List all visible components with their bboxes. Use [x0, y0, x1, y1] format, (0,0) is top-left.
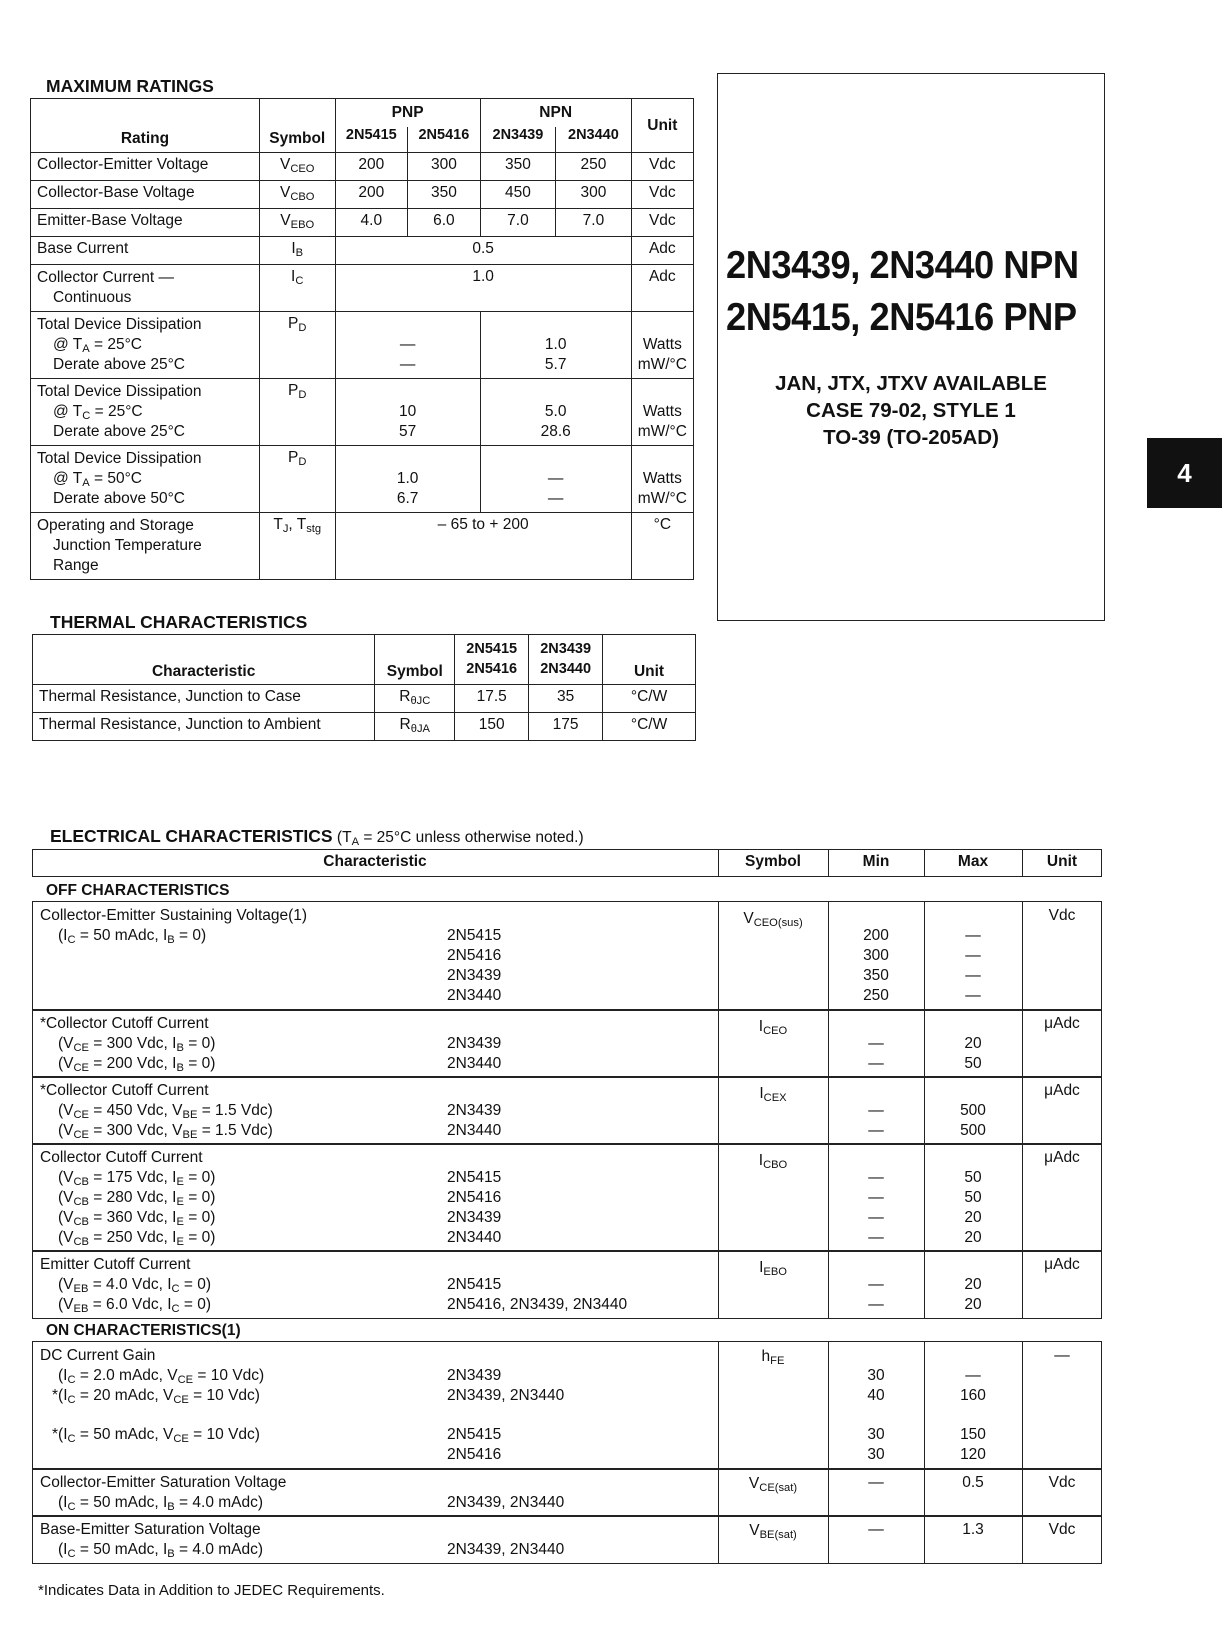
- row-vcbo: [31, 181, 694, 209]
- hdr-2n3440: 2N3440: [556, 127, 632, 153]
- value-pnp: 10 57: [335, 379, 480, 446]
- device-title-box: [717, 73, 1105, 621]
- max-value: 20: [964, 1035, 982, 1052]
- unit: Vdc: [631, 209, 693, 237]
- part-number: 2N3439: [447, 1035, 502, 1052]
- symbol: $P_D$: [259, 379, 335, 446]
- case-text: CASE 79-02, STYLE 1: [806, 399, 1016, 422]
- characteristic-name: Collector-Emitter Sustaining Voltage(1): [40, 907, 308, 924]
- off-characteristics-label: OFF CHARACTERISTICS: [46, 882, 230, 899]
- hdr-rating: Rating: [31, 99, 260, 153]
- row-rth-ja: [33, 713, 696, 741]
- symbol: $V_{CEO(sus)}$: [743, 910, 803, 929]
- value: 17.5: [455, 685, 529, 713]
- symbol: $R_{\theta JC}$: [375, 685, 455, 713]
- part-number: 2N5416, 2N3439, 2N3440: [447, 1296, 628, 1313]
- value: 350: [480, 153, 556, 181]
- max-value: 120: [960, 1446, 986, 1463]
- part-number: 2N3440: [447, 987, 502, 1004]
- max-value: —: [965, 987, 981, 1004]
- hdr-npn: NPN: [480, 99, 631, 127]
- value: 7.0: [556, 209, 632, 237]
- rating-label: Total Device Dissipation @ $T_A = 50^\circ C$ Derate above 50°C: [31, 446, 260, 513]
- row-pd-tc25: [31, 379, 694, 446]
- max-value: 20: [964, 1296, 982, 1313]
- symbol: $I_{CBO}$: [758, 1152, 788, 1171]
- unit: —: [1054, 1347, 1070, 1364]
- hdr-symbol: Symbol: [375, 635, 455, 685]
- part-number: 2N5416: [447, 1189, 502, 1206]
- part-number: 2N3439: [447, 967, 502, 984]
- unit: μAdc: [1044, 1015, 1080, 1032]
- hdr-pnp: PNP: [335, 99, 480, 127]
- thermal-table: [32, 634, 696, 741]
- max-value: 20: [964, 1229, 982, 1246]
- value-npn: 1.0 5.7: [480, 312, 631, 379]
- rating-label: Emitter-Base Voltage: [31, 209, 260, 237]
- condition: ($V_{CB} = 360$ Vdc, $I_E = 0$): [58, 1209, 216, 1228]
- part-number: 2N3439: [447, 1102, 502, 1119]
- availability-text: JAN, JTX, JTXV AVAILABLE: [775, 372, 1047, 395]
- unit: Vdc: [1048, 1474, 1076, 1491]
- value: 150: [455, 713, 529, 741]
- symbol: $I_C$: [259, 265, 335, 312]
- value: 6.0: [408, 209, 481, 237]
- unit: μAdc: [1044, 1149, 1080, 1166]
- footnote: *Indicates Data in Addition to JEDEC Requirements.: [38, 1582, 385, 1599]
- part-number: 2N5416: [447, 1446, 502, 1463]
- symbol: $R_{\theta JA}$: [375, 713, 455, 741]
- part-number: 2N3439: [447, 1209, 502, 1226]
- part-number: 2N5416: [447, 947, 502, 964]
- max-value: 50: [964, 1055, 982, 1072]
- value: 175: [529, 713, 603, 741]
- rating-label: Operating and Storage Junction Temperature Range: [31, 513, 260, 580]
- min-value: —: [868, 1035, 884, 1052]
- symbol: $P_D$: [259, 312, 335, 379]
- condition: ($V_{EB} = 4.0$ Vdc, $I_C = 0$): [58, 1276, 212, 1295]
- value-pnp: — —: [335, 312, 480, 379]
- part-number: 2N3439, 2N3440: [447, 1541, 565, 1558]
- hdr-symbol: Symbol: [745, 853, 801, 870]
- thermal-title: THERMAL CHARACTERISTICS: [50, 612, 308, 632]
- min-value: —: [868, 1209, 884, 1226]
- symbol: $P_D$: [259, 446, 335, 513]
- min-value: 300: [863, 947, 889, 964]
- max-value: —: [965, 947, 981, 964]
- hdr-unit: Unit: [631, 99, 693, 153]
- min-value: —: [868, 1055, 884, 1072]
- rating-label: Collector-Base Voltage: [31, 181, 260, 209]
- part-number: 2N5415: [447, 1276, 502, 1293]
- characteristic: Thermal Resistance, Junction to Ambient: [33, 713, 375, 741]
- row-pd-ta50: [31, 446, 694, 513]
- max-value: —: [965, 927, 981, 944]
- min-value: —: [868, 1296, 884, 1313]
- min-value: —: [868, 1474, 884, 1491]
- symbol: $h_{FE}$: [761, 1348, 785, 1367]
- min-value: 30: [867, 1367, 885, 1384]
- row-vceo: [31, 153, 694, 181]
- unit: °C/W: [603, 713, 696, 741]
- part-number: 2N3439: [447, 1367, 502, 1384]
- row-vebo: [31, 209, 694, 237]
- value-npn: — —: [480, 446, 631, 513]
- max-value: —: [965, 967, 981, 984]
- part-number: 2N5415: [447, 927, 502, 944]
- rating-label: Collector Current — Continuous: [31, 265, 260, 312]
- symbol: $V_{CE(sat)}$: [748, 1475, 798, 1494]
- max-value: 150: [960, 1426, 986, 1443]
- characteristic-name: Emitter Cutoff Current: [40, 1256, 191, 1273]
- symbol: $V_{CEO}$: [259, 153, 335, 181]
- min-value: 30: [867, 1426, 885, 1443]
- value: 200: [335, 181, 408, 209]
- hdr-2n5416: 2N5416: [408, 127, 481, 153]
- part-number: 2N5415: [447, 1169, 502, 1186]
- condition: $*(I_C = 50$ mAdc, $V_{CE} = 10$ Vdc): [52, 1426, 260, 1445]
- row-collector-current: [31, 265, 694, 312]
- page-section-tab: 4: [1147, 438, 1222, 508]
- max-value: 1.3: [962, 1521, 984, 1538]
- condition: ($V_{CE} = 300$ Vdc, $V_{BE} = 1.5$ Vdc): [58, 1122, 273, 1141]
- max-value: 160: [960, 1387, 986, 1404]
- value: 1.0: [335, 265, 631, 312]
- hdr-min: Min: [862, 853, 890, 870]
- value: 0.5: [335, 237, 631, 265]
- rating-label: Total Device Dissipation @ $T_A = 25^\circ C$ Derate above 25°C: [31, 312, 260, 379]
- hdr-2n3439: 2N3439: [480, 127, 556, 153]
- value-pnp: 1.0 6.7: [335, 446, 480, 513]
- min-value: —: [868, 1102, 884, 1119]
- hdr-2n5415-2n5416: 2N5415 2N5416: [455, 635, 529, 685]
- unit: Vdc: [631, 153, 693, 181]
- characteristic-name: *Collector Cutoff Current: [40, 1015, 209, 1032]
- min-value: —: [868, 1169, 884, 1186]
- value: 350: [408, 181, 481, 209]
- hdr-symbol: Symbol: [259, 99, 335, 153]
- package-text: TO-39 (TO-205AD): [823, 426, 999, 449]
- value-npn: 5.0 28.6: [480, 379, 631, 446]
- unit: °C: [631, 513, 693, 580]
- unit: μAdc: [1044, 1256, 1080, 1273]
- value: – 65 to + 200: [335, 513, 631, 580]
- symbol: $V_{EBO}$: [259, 209, 335, 237]
- min-value: 200: [863, 927, 889, 944]
- min-value: —: [868, 1276, 884, 1293]
- row-pd-ta25: [31, 312, 694, 379]
- on-characteristics-label: ON CHARACTERISTICS(1): [46, 1322, 241, 1339]
- part-number: 2N3439, 2N3440: [447, 1387, 565, 1404]
- unit: Vdc: [631, 181, 693, 209]
- rating-label: Total Device Dissipation @ $T_C = 25^\circ C$ Derate above 25°C: [31, 379, 260, 446]
- max-ratings-table: [30, 98, 694, 580]
- max-ratings-title: MAXIMUM RATINGS: [46, 76, 214, 96]
- min-value: —: [868, 1189, 884, 1206]
- hdr-max: Max: [957, 853, 989, 870]
- condition: ($V_{CE} = 450$ Vdc, $V_{BE} = 1.5$ Vdc): [58, 1102, 273, 1121]
- unit: Adc: [631, 265, 693, 312]
- hdr-unit: Unit: [1046, 853, 1078, 870]
- unit: Adc: [631, 237, 693, 265]
- hdr-2n5415: 2N5415: [335, 127, 408, 153]
- max-value: 500: [960, 1122, 986, 1139]
- unit: Watts mW/°C: [631, 446, 693, 513]
- symbol: $I_{CEX}$: [759, 1085, 787, 1104]
- max-value: 500: [960, 1102, 986, 1119]
- unit: Vdc: [1048, 1521, 1076, 1538]
- value: 300: [556, 181, 632, 209]
- characteristic-name: *Collector Cutoff Current: [40, 1082, 209, 1099]
- condition: ($V_{EB} = 6.0$ Vdc, $I_C = 0$): [58, 1296, 212, 1315]
- max-value: 50: [964, 1169, 982, 1186]
- symbol: $V_{CBO}$: [259, 181, 335, 209]
- condition: ($V_{CB} = 175$ Vdc, $I_E = 0$): [58, 1169, 216, 1188]
- condition: ($I_C = 2.0$ mAdc, $V_{CE} = 10$ Vdc): [58, 1367, 265, 1386]
- min-value: 350: [863, 967, 889, 984]
- rating-label: Collector-Emitter Voltage: [31, 153, 260, 181]
- min-value: 30: [867, 1446, 885, 1463]
- electrical-table: [32, 849, 1102, 1569]
- symbol: $T_J$, $T_{stg}$: [259, 513, 335, 580]
- value: 300: [408, 153, 481, 181]
- value: 200: [335, 153, 408, 181]
- row-base-current: [31, 237, 694, 265]
- min-value: —: [868, 1122, 884, 1139]
- value: 35: [529, 685, 603, 713]
- unit: °C/W: [603, 685, 696, 713]
- hdr-characteristic: Characteristic: [33, 635, 375, 685]
- part-number: 2N3440: [447, 1055, 502, 1072]
- value: 250: [556, 153, 632, 181]
- device-pnp-title: 2N5415, 2N5416 PNP: [726, 296, 1077, 339]
- condition: ($I_C = 50$ mAdc, $I_B = 4.0$ mAdc): [58, 1541, 264, 1560]
- min-value: —: [868, 1521, 884, 1538]
- condition: ($V_{CB} = 250$ Vdc, $I_E = 0$): [58, 1229, 216, 1248]
- value: 7.0: [480, 209, 556, 237]
- symbol: $I_B$: [259, 237, 335, 265]
- row-operating-temp: [31, 513, 694, 580]
- min-value: 40: [867, 1387, 885, 1404]
- hdr-2n3439-2n3440: 2N3439 2N3440: [529, 635, 603, 685]
- max-value: 50: [964, 1189, 982, 1206]
- max-value: —: [965, 1367, 981, 1384]
- unit: Watts mW/°C: [631, 312, 693, 379]
- characteristic: Thermal Resistance, Junction to Case: [33, 685, 375, 713]
- part-number: 2N3440: [447, 1122, 502, 1139]
- min-value: —: [868, 1229, 884, 1246]
- characteristic-name: DC Current Gain: [40, 1347, 156, 1364]
- hdr-characteristic: Characteristic: [323, 853, 427, 870]
- electrical-title: ELECTRICAL CHARACTERISTICS ($T_A = 25^\circ C$ unless otherwise noted.): [50, 826, 584, 848]
- characteristic-name: Collector Cutoff Current: [40, 1149, 203, 1166]
- value: 4.0: [335, 209, 408, 237]
- characteristic-name: Collector-Emitter Saturation Voltage: [40, 1474, 287, 1491]
- value: 450: [480, 181, 556, 209]
- symbol: $I_{CEO}$: [758, 1018, 788, 1037]
- part-number: 2N5415: [447, 1426, 502, 1443]
- unit: μAdc: [1044, 1082, 1080, 1099]
- device-npn-title: 2N3439, 2N3440 NPN: [726, 244, 1079, 287]
- max-value: 20: [964, 1276, 982, 1293]
- condition: ($V_{CE} = 200$ Vdc, $I_B = 0$): [58, 1055, 216, 1074]
- symbol: $V_{BE(sat)}$: [749, 1522, 797, 1541]
- unit: Vdc: [1048, 907, 1076, 924]
- characteristic-name: Base-Emitter Saturation Voltage: [40, 1521, 261, 1538]
- min-value: 250: [863, 987, 889, 1004]
- max-value: 0.5: [962, 1474, 984, 1491]
- row-rth-jc: [33, 685, 696, 713]
- symbol: $I_{EBO}$: [759, 1259, 787, 1278]
- max-value: 20: [964, 1209, 982, 1226]
- condition: ($I_C = 50$ mAdc, $I_B = 4.0$ mAdc): [58, 1494, 264, 1513]
- condition: ($V_{CE} = 300$ Vdc, $I_B = 0$): [58, 1035, 216, 1054]
- condition: ($I_C = 50$ mAdc, $I_B = 0$): [58, 927, 207, 946]
- hdr-unit: Unit: [603, 635, 696, 685]
- rating-label: Base Current: [31, 237, 260, 265]
- part-number: 2N3440: [447, 1229, 502, 1246]
- unit: Watts mW/°C: [631, 379, 693, 446]
- condition: $*(I_C = 20$ mAdc, $V_{CE} = 10$ Vdc): [52, 1387, 260, 1406]
- part-number: 2N3439, 2N3440: [447, 1494, 565, 1511]
- condition: ($V_{CB} = 280$ Vdc, $I_E = 0$): [58, 1189, 216, 1208]
